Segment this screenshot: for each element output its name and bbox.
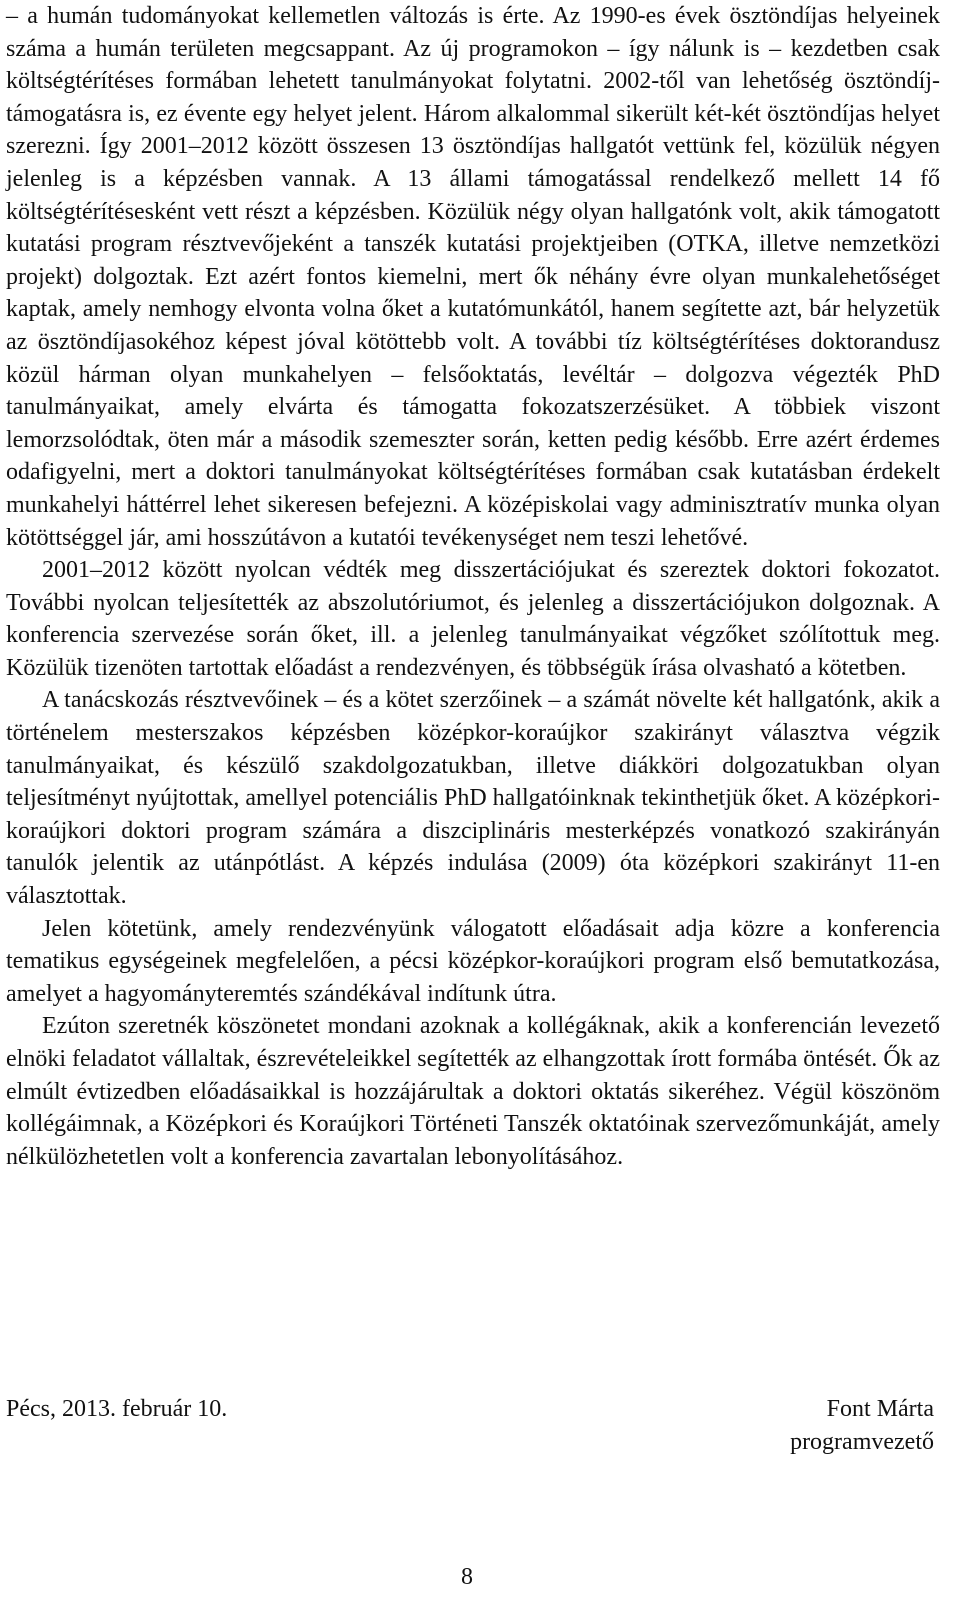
place-date: Pécs, 2013. február 10.	[6, 1396, 228, 1422]
signatory-name: Font Márta	[826, 1396, 934, 1422]
signatory-role: programvezető	[790, 1428, 934, 1455]
paragraph-5: Ezúton szeretnék köszönetet mondani azoknak a kollégáknak, akik a konferencián levezető elnöki feladatot vállaltak, észrevételeikkel segítették az elhangzottak írott formába öntését. Ők az elmúlt évtizedben előadásaikkal is hozzájárultak a doktori oktatás sikeréhez. Végül köszönöm kollégáimnak, a Középkori és Koraújkori Történeti Tanszék oktatóinak szervezőmunkáját, amely nélkülözhetetlen volt a konferencia zavartalan lebonyolításához.	[6, 1013, 940, 1170]
paragraph-4: Jelen kötetünk, amely rendezvényünk válogatott előadásait adja közre a konferencia tematikus egységeinek megfelelően, a pécsi középkor-koraújkori program első bemutatkozása, amelyet a hagyományteremtés szándékával indítunk útra.	[6, 915, 940, 1007]
paragraph-1: – a humán tudományokat kellemetlen változás is érte. Az 1990-es évek ösztöndíjas helyeinek száma a humán területen megcsappant. Az új programokon – így nálunk is – kezdetben csak költségtérítéses formában lehetett tanulmányokat folytatni. 2002-től van lehetőség ösztöndíj-támogatásra is, ez évente egy helyet jelent. Három alkalommal sikerült két-két ösztöndíjas helyet szerezni. Így 2001–2012 között összesen 13 ösztöndíjas hallgatót vettünk fel, közülük négyen jelenleg is a képzésben vannak. A 13 állami támogatással rendelkező mellett 14 fő költségtérítésesként vett részt a képzésben. Közülük négy olyan hallgatónk volt, akik támogatott kutatási program résztvevőjeként a tanszék kutatási projektjeiben (OTKA, illetve nemzetközi projekt) dolgoztak. Ezt azért fontos kiemelni, mert ők néhány évre olyan munkalehetőséget kaptak, amely nemhogy elvonta volna őket a kutatómunkától, hanem segítette azt, bár helyzetük az ösztöndíjasokéhoz képest jóval kötöttebb volt. A további tíz költségtérítéses doktorandusz közül hárman olyan munkahelyen – felsőoktatás, levéltár – dolgozva végezték PhD tanulmányaikat, amely elvárta és támogatta fokozatszerzésüket. A többiek viszont lemorzsolódtak, öten már a második szemeszter során, ketten pedig később. Erre azért érdemes odafigyelni, mert a doktori tanulmányokat költségtérítéses formában csak kutatásban érdekelt munkahelyi háttérrel lehet sikeresen befejezni. A középiskolai vagy adminisztratív munka olyan kötöttséggel jár, ami hosszútávon a kutatói tevékenységet nem teszi lehetővé.	[6, 3, 940, 551]
paragraph-3: A tanácskozás résztvevőinek – és a kötet szerzőinek – a számát növelte két hallgatónk, akik a történelem mesterszakos képzésben középkor-koraújkor szakirányt választva végzik tanulmányaikat, és készülő szakdolgozatukban, illetve diákköri dolgozatukban olyan teljesítményt nyújtottak, amellyel potenciális PhD hallgatóinknak tekinthetjük őket. A középkori-koraújkori doktori program számára a diszciplináris mesterképzés vonatkozó szakirányán tanulók jelentik az utánpótlást. A képzés indulása (2009) óta középkori szakirányt 11-en választottak.	[6, 687, 940, 910]
document-body	[6, 0, 940, 1173]
paragraph-2: 2001–2012 között nyolcan védték meg disszertációjukat és szereztek doktori fokozatot. További nyolcan teljesítették az abszolutóriumot, és jelenleg a disszertációjukon dolgoznak. A konferencia szervezése során őket, ill. a jelenleg tanulmányaikat végzőket szólítottuk meg. Közülük tizenöten tartottak előadást a rendezvényen, és többségük írása olvasható a kötetben.	[6, 557, 940, 681]
page-number: 8	[461, 1564, 473, 1590]
signatory	[790, 1393, 934, 1458]
